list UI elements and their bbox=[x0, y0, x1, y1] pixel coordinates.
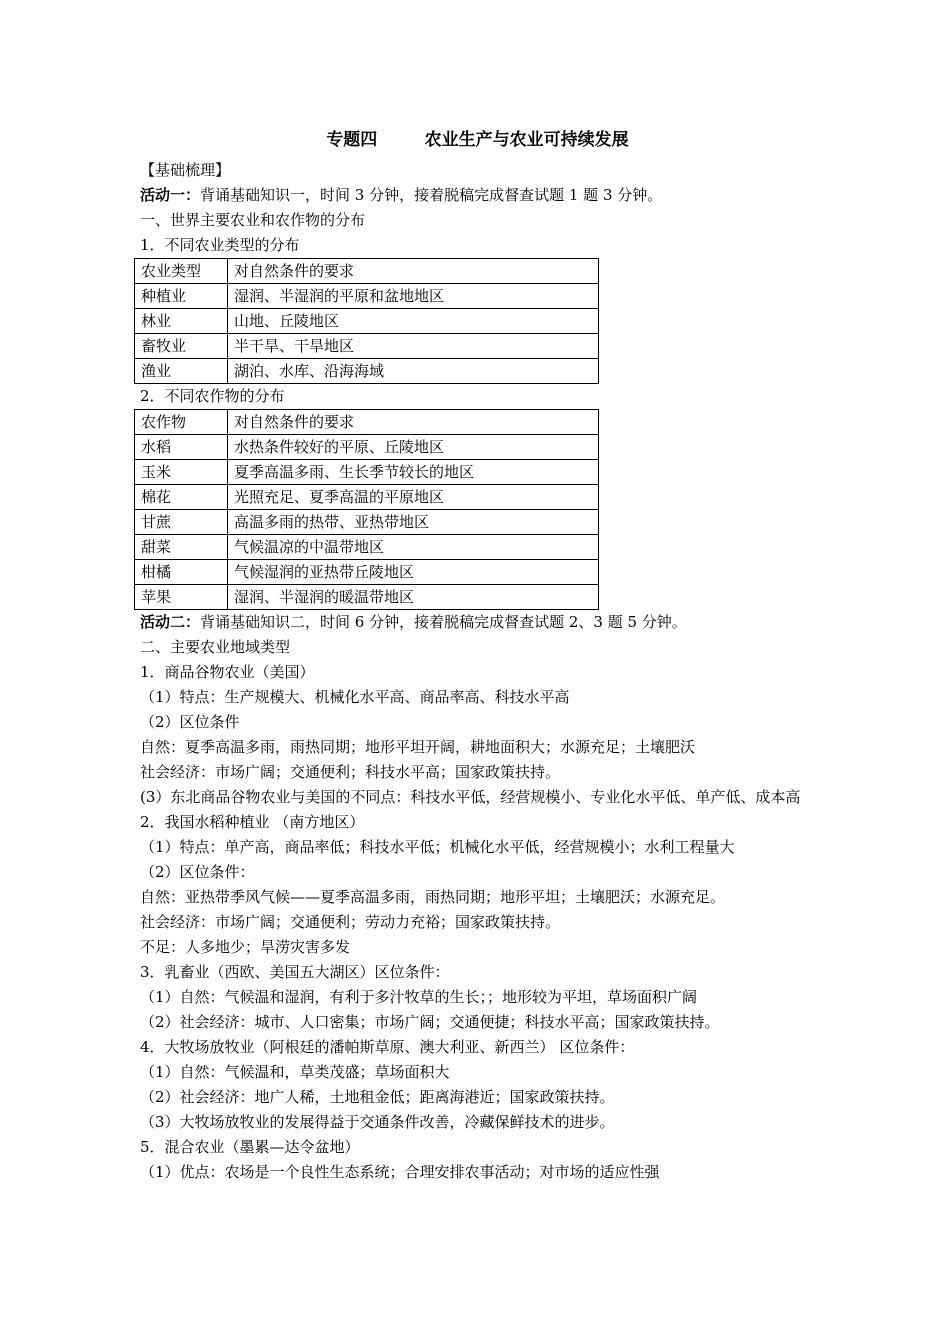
table-header-cell: 对自然条件的要求 bbox=[228, 410, 599, 435]
activity-one-label: 活动一： bbox=[140, 186, 201, 204]
text-line: 2．我国水稻种植业 （南方地区） bbox=[140, 813, 365, 831]
text-line: 自然：夏季高温多雨，雨热同期；地形平坦开阔，耕地面积大；水源充足；土壤肥沃 bbox=[140, 738, 696, 756]
activity-one bbox=[140, 183, 815, 208]
text-line: 社会经济：市场广阔；交通便利；劳动力充裕；国家政策扶持。 bbox=[140, 913, 561, 931]
text-line: 4．大牧场放牧业（阿根廷的潘帕斯草原、澳大利亚、新西兰） 区位条件： bbox=[140, 1038, 635, 1056]
table-row bbox=[135, 535, 599, 560]
table-header-cell: 对自然条件的要求 bbox=[228, 259, 599, 284]
table-cell: 气候湿润的亚热带丘陵地区 bbox=[228, 560, 599, 585]
table-row bbox=[135, 485, 599, 510]
table-header-row bbox=[135, 259, 599, 284]
text-line: （2）社会经济：地广人稀，土地租金低；距离海港近；国家政策扶持。 bbox=[140, 1088, 615, 1106]
crop-distribution-table bbox=[134, 409, 599, 610]
table-row bbox=[135, 460, 599, 485]
table-cell: 水稻 bbox=[135, 435, 228, 460]
section-heading-basic: 【基础梳理】 bbox=[140, 161, 231, 179]
text-line: （1）特点：生产规模大、机械化水平高、商品率高、科技水平高 bbox=[140, 688, 570, 706]
text-line: （3）大牧场放牧业的发展得益于交通条件改善，冷藏保鲜技术的进步。 bbox=[140, 1113, 615, 1131]
activity-two-text: 背诵基础知识二，时间 6 分钟，接着脱稿完成督查试题 2、3 题 5 分钟。 bbox=[200, 613, 687, 631]
table-cell: 湿润、半湿润的平原和盆地地区 bbox=[228, 284, 599, 309]
document-page bbox=[140, 120, 815, 1185]
table-one-heading: 1．不同农业类型的分布 bbox=[140, 236, 300, 254]
table-row bbox=[135, 359, 599, 384]
table-cell: 甜菜 bbox=[135, 535, 228, 560]
text-line: （2）区位条件： bbox=[140, 863, 255, 881]
table-cell: 夏季高温多雨、生长季节较长的地区 bbox=[228, 460, 599, 485]
text-line: （1）自然：气候温和湿润，有利于多汁牧草的生长；；地形较为平坦，草场面积广阔 bbox=[140, 988, 698, 1006]
text-line: 1．商品谷物农业（美国） bbox=[140, 663, 315, 681]
table-cell: 种植业 bbox=[135, 284, 228, 309]
table-cell: 气候温凉的中温带地区 bbox=[228, 535, 599, 560]
activity-one-text: 背诵基础知识一，时间 3 分钟，接着脱稿完成督查试题 1 题 3 分钟。 bbox=[200, 186, 663, 204]
text-line: 不足：人多地少；旱涝灾害多发 bbox=[140, 938, 351, 956]
table-cell: 光照充足、夏季高温的平原地区 bbox=[228, 485, 599, 510]
table-cell: 湖泊、水库、沿海海域 bbox=[228, 359, 599, 384]
activity-two-label: 活动二： bbox=[140, 613, 201, 631]
table-row bbox=[135, 334, 599, 359]
agriculture-type-table bbox=[134, 258, 599, 384]
table-cell: 半干旱、干旱地区 bbox=[228, 334, 599, 359]
table-row bbox=[135, 284, 599, 309]
text-line: 社会经济：市场广阔；交通便利；科技水平高；国家政策扶持。 bbox=[140, 763, 561, 781]
text-line: （1）特点：单产高，商品率低；科技水平低；机械化水平低，经营规模小；水利工程量大 bbox=[140, 838, 735, 856]
text-line: （1）优点：农场是一个良性生态系统；合理安排农事活动；对市场的适应性强 bbox=[140, 1163, 660, 1181]
text-line: 3．乳畜业（西欧、美国五大湖区）区位条件： bbox=[140, 963, 450, 981]
table-header-cell: 农作物 bbox=[135, 410, 228, 435]
text-line: （2）区位条件 bbox=[140, 713, 240, 731]
page-title: 专题四 农业生产与农业可持续发展 bbox=[326, 130, 629, 150]
table-row bbox=[135, 309, 599, 334]
table-cell: 山地、丘陵地区 bbox=[228, 309, 599, 334]
table-cell: 苹果 bbox=[135, 585, 228, 610]
table-cell: 柑橘 bbox=[135, 560, 228, 585]
text-line: （1）自然：气候温和，草类茂盛；草场面积大 bbox=[140, 1063, 450, 1081]
part-two-heading: 二、主要农业地域类型 bbox=[140, 638, 291, 656]
table-cell: 畜牧业 bbox=[135, 334, 228, 359]
table-header-cell: 农业类型 bbox=[135, 259, 228, 284]
table-two-heading: 2．不同农作物的分布 bbox=[140, 387, 285, 405]
table-row bbox=[135, 510, 599, 535]
table-cell: 高温多雨的热带、亚热带地区 bbox=[228, 510, 599, 535]
table-cell: 玉米 bbox=[135, 460, 228, 485]
table-row bbox=[135, 435, 599, 460]
text-line: （2）社会经济：城市、人口密集；市场广阔；交通便捷；科技水平高；国家政策扶持。 bbox=[140, 1013, 720, 1031]
table-cell: 林业 bbox=[135, 309, 228, 334]
table-cell: 棉花 bbox=[135, 485, 228, 510]
activity-two bbox=[140, 610, 815, 635]
part-one-heading: 一、世界主要农业和农作物的分布 bbox=[140, 211, 366, 229]
table-row bbox=[135, 560, 599, 585]
text-paragraph: (3）东北商品谷物农业与美国的不同点：科技水平低，经营规模小、专业化水平低、单产低、成本高 bbox=[140, 788, 801, 806]
table-cell: 渔业 bbox=[135, 359, 228, 384]
text-line: 自然：亚热带季风气候——夏季高温多雨，雨热同期；地形平坦；土壤肥沃；水源充足。 bbox=[140, 888, 726, 906]
table-cell: 水热条件较好的平原、丘陵地区 bbox=[228, 435, 599, 460]
table-header-row bbox=[135, 410, 599, 435]
table-cell: 甘蔗 bbox=[135, 510, 228, 535]
table-cell: 湿润、半湿润的暖温带地区 bbox=[228, 585, 599, 610]
text-line: 5．混合农业（墨累—达令盆地） bbox=[140, 1138, 360, 1156]
table-row bbox=[135, 585, 599, 610]
